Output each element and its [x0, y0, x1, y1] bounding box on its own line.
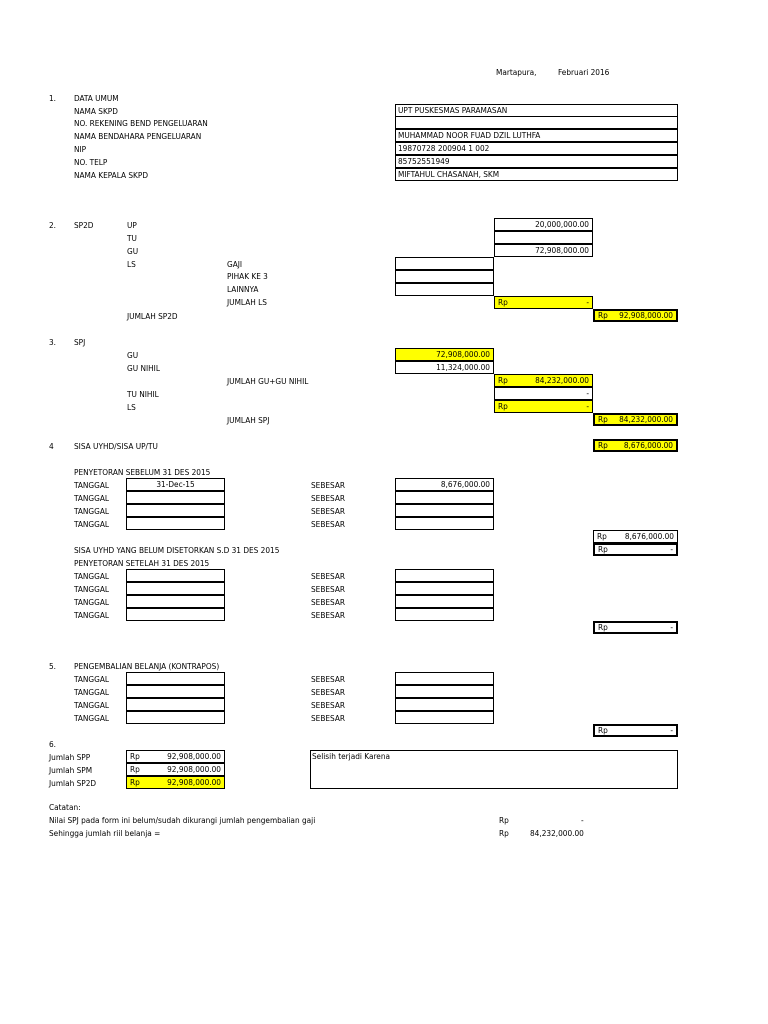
tanggal-label: TANGGAL: [74, 597, 109, 607]
gaji-label: GAJI: [227, 259, 243, 269]
after-sum-field[interactable]: [593, 621, 678, 634]
tanggal-label: TANGGAL: [74, 610, 109, 620]
skpd-name-field[interactable]: UPT PUSKESMAS PARAMASAN: [395, 104, 678, 117]
currency-label: Rp: [598, 310, 608, 320]
tanggal-label: TANGGAL: [74, 480, 109, 490]
after-date-field[interactable]: [126, 595, 225, 608]
sebesar-label: SEBESAR: [311, 571, 346, 581]
after-amount-field[interactable]: [395, 595, 494, 608]
sp2d-gu-label: GU: [127, 246, 139, 256]
tanggal-label: TANGGAL: [74, 519, 109, 529]
refund-sum-value: -: [670, 725, 673, 735]
tu-nihil-label: TU NIHIL: [127, 389, 159, 399]
notes-line-1: Nilai SPJ pada form ini belum/sudah dikurangi jumlah pengembalian gaji: [49, 815, 316, 825]
pihak-label: PIHAK KE 3: [227, 271, 268, 281]
refund-date-field[interactable]: [126, 711, 225, 724]
head-name-field[interactable]: MIFTAHUL CHASANAH, SKM: [395, 168, 678, 181]
currency-label: Rp: [598, 544, 608, 554]
notes-line-2: Sehingga jumlah riil belanja =: [49, 828, 161, 838]
place-label: Martapura,: [496, 67, 537, 77]
section-4-number: 4: [49, 441, 54, 451]
after-amount-field[interactable]: [395, 582, 494, 595]
phone-label: NO. TELP: [74, 157, 108, 167]
after-date-field[interactable]: [126, 569, 225, 582]
after-date-field[interactable]: [126, 608, 225, 621]
spj-gu-label: GU: [127, 350, 139, 360]
uyhd-field[interactable]: [593, 543, 678, 556]
sebesar-label: SEBESAR: [311, 519, 346, 529]
tanggal-label: TANGGAL: [74, 584, 109, 594]
before-sum-field[interactable]: [593, 530, 678, 543]
notes-title: Catatan:: [49, 802, 81, 812]
difference-note-box[interactable]: [310, 750, 678, 789]
sebesar-label: SEBESAR: [311, 713, 346, 723]
sp2d-up-label: UP: [127, 220, 137, 230]
jumlah-spj-value: 84,232,000.00: [619, 414, 673, 424]
refund-date-field[interactable]: [126, 685, 225, 698]
tu-nihil-field[interactable]: -: [494, 387, 593, 400]
refund-date-field[interactable]: [126, 672, 225, 685]
sebesar-label: SEBESAR: [311, 674, 346, 684]
jumlah-sp2d-value: 92,908,000.00: [619, 310, 673, 320]
sisa-total-field[interactable]: [593, 439, 678, 452]
jumlah-gu-label: JUMLAH GU+GU NIHIL: [227, 376, 309, 386]
jumlah-sp2d-label: JUMLAH SP2D: [127, 311, 178, 321]
tanggal-label: TANGGAL: [74, 674, 109, 684]
before-amount-field[interactable]: [395, 491, 494, 504]
bank-account-field[interactable]: [395, 116, 678, 129]
refund-date-field[interactable]: [126, 698, 225, 711]
treasurer-name-label: NAMA BENDAHARA PENGELUARAN: [74, 131, 202, 141]
section-1-title: DATA UMUM: [74, 93, 119, 103]
jumlah-sp2d-summary-field[interactable]: [126, 776, 225, 789]
before-date-field[interactable]: [126, 517, 225, 530]
jumlah-spp-field[interactable]: [126, 750, 225, 763]
currency-label: Rp: [598, 622, 608, 632]
uyhd-value: -: [670, 544, 673, 554]
currency-label: Rp: [130, 764, 140, 774]
lainnya-field[interactable]: [395, 283, 494, 296]
before-date-field[interactable]: [126, 491, 225, 504]
sebesar-label: SEBESAR: [311, 584, 346, 594]
phone-field[interactable]: 85752551949: [395, 155, 678, 168]
sebesar-label: SEBESAR: [311, 610, 346, 620]
tanggal-label: TANGGAL: [74, 713, 109, 723]
section-4-title: SISA UYHD/SISA UP/TU: [74, 441, 158, 451]
tanggal-label: TANGGAL: [74, 506, 109, 516]
after-deposit-title: PENYETORAN SETELAH 31 DES 2015: [74, 558, 210, 568]
sp2d-gu-field[interactable]: 72,908,000.00: [494, 244, 593, 257]
before-amount-field[interactable]: [395, 504, 494, 517]
section-6-number: 6.: [49, 739, 57, 749]
jumlah-spm-value: 92,908,000.00: [167, 764, 221, 774]
before-sum-value: 8,676,000.00: [624, 531, 674, 541]
jumlah-sp2d-field[interactable]: [593, 309, 678, 322]
sp2d-tu-label: TU: [127, 233, 137, 243]
spj-gu-field[interactable]: 72,908,000.00: [395, 348, 494, 361]
jumlah-gu-field[interactable]: [494, 374, 593, 387]
date-label: Februari 2016: [558, 67, 610, 77]
refund-amount-field[interactable]: [395, 672, 494, 685]
jumlah-ls-value: -: [586, 297, 589, 307]
difference-note-label: Selisih terjadi Karena: [312, 751, 391, 761]
head-name-label: NAMA KEPALA SKPD: [74, 170, 149, 180]
skpd-name-label: NAMA SKPD: [74, 106, 118, 116]
refund-amount-field[interactable]: [395, 685, 494, 698]
spj-ls-field[interactable]: [494, 400, 593, 413]
pihak-field[interactable]: [395, 270, 494, 283]
notes-line-1-value: -: [581, 815, 584, 825]
jumlah-sp2d-summary-label: Jumlah SP2D: [49, 778, 97, 788]
section-2-number: 2.: [49, 220, 57, 230]
sp2d-ls-label: LS: [127, 259, 136, 269]
section-2-title: SP2D: [74, 220, 94, 230]
sebesar-label: SEBESAR: [311, 493, 346, 503]
sebesar-label: SEBESAR: [311, 700, 346, 710]
jumlah-spm-field[interactable]: [126, 763, 225, 776]
after-amount-field[interactable]: [395, 569, 494, 582]
section-3-number: 3.: [49, 337, 57, 347]
tanggal-label: TANGGAL: [74, 687, 109, 697]
currency-label: Rp: [598, 414, 608, 424]
section-5-number: 5.: [49, 661, 57, 671]
spj-gu-nihil-field[interactable]: 11,324,000.00: [395, 361, 494, 374]
currency-label: Rp: [498, 297, 508, 307]
currency-label: Rp: [130, 751, 140, 761]
jumlah-spj-field[interactable]: [593, 413, 678, 426]
jumlah-gu-value: 84,232,000.00: [535, 375, 589, 385]
sebesar-label: SEBESAR: [311, 480, 346, 490]
jumlah-spp-value: 92,908,000.00: [167, 751, 221, 761]
spj-gu-nihil-label: GU NIHIL: [127, 363, 160, 373]
spj-ls-value: -: [586, 401, 589, 411]
jumlah-ls-label: JUMLAH LS: [227, 297, 267, 307]
sp2d-tu-field[interactable]: [494, 231, 593, 244]
sebesar-label: SEBESAR: [311, 506, 346, 516]
uyhd-label: SISA UYHD YANG BELUM DISETORKAN S.D 31 DES 2015: [74, 545, 280, 555]
currency-label: Rp: [598, 725, 608, 735]
lainnya-label: LAINNYA: [227, 284, 259, 294]
notes-line-2-value: 84,232,000.00: [530, 828, 584, 838]
jumlah-spp-label: Jumlah SPP: [49, 752, 91, 762]
nip-label: NIP: [74, 144, 87, 154]
section-3-title: SPJ: [74, 337, 86, 347]
bank-account-label: NO. REKENING BEND PENGELUARAN: [74, 118, 208, 128]
before-deposit-title: PENYETORAN SEBELUM 31 DES 2015: [74, 467, 211, 477]
treasurer-name-field[interactable]: MUHAMMAD NOOR FUAD DZIL LUTHFA: [395, 129, 678, 142]
currency-label: Rp: [499, 815, 509, 825]
after-date-field[interactable]: [126, 582, 225, 595]
sp2d-up-field[interactable]: 20,000,000.00: [494, 218, 593, 231]
jumlah-ls-field[interactable]: [494, 296, 593, 309]
tanggal-label: TANGGAL: [74, 700, 109, 710]
before-date-field[interactable]: [126, 504, 225, 517]
spj-ls-label: LS: [127, 402, 136, 412]
jumlah-spj-label: JUMLAH SPJ: [227, 415, 270, 425]
tanggal-label: TANGGAL: [74, 493, 109, 503]
refund-sum-field[interactable]: [593, 724, 678, 737]
currency-label: Rp: [499, 828, 509, 838]
currency-label: Rp: [130, 777, 140, 787]
before-amount-field[interactable]: [395, 517, 494, 530]
jumlah-sp2d-summary-value: 92,908,000.00: [167, 777, 221, 787]
gaji-field[interactable]: [395, 257, 494, 270]
currency-label: Rp: [597, 531, 607, 541]
after-amount-field[interactable]: [395, 608, 494, 621]
sebesar-label: SEBESAR: [311, 597, 346, 607]
before-date-field[interactable]: 31-Dec-15: [126, 478, 225, 491]
sebesar-label: SEBESAR: [311, 687, 346, 697]
refund-amount-field[interactable]: [395, 711, 494, 724]
sisa-total-value: 8,676,000.00: [623, 440, 673, 450]
refund-amount-field[interactable]: [395, 698, 494, 711]
after-sum-value: -: [670, 622, 673, 632]
currency-label: Rp: [598, 440, 608, 450]
tanggal-label: TANGGAL: [74, 571, 109, 581]
currency-label: Rp: [498, 401, 508, 411]
currency-label: Rp: [498, 375, 508, 385]
section-5-title: PENGEMBALIAN BELANJA (KONTRAPOS): [74, 661, 220, 671]
before-amount-field[interactable]: 8,676,000.00: [395, 478, 494, 491]
nip-field[interactable]: 19870728 200904 1 002: [395, 142, 678, 155]
jumlah-spm-label: Jumlah SPM: [49, 765, 93, 775]
section-1-number: 1.: [49, 93, 57, 103]
